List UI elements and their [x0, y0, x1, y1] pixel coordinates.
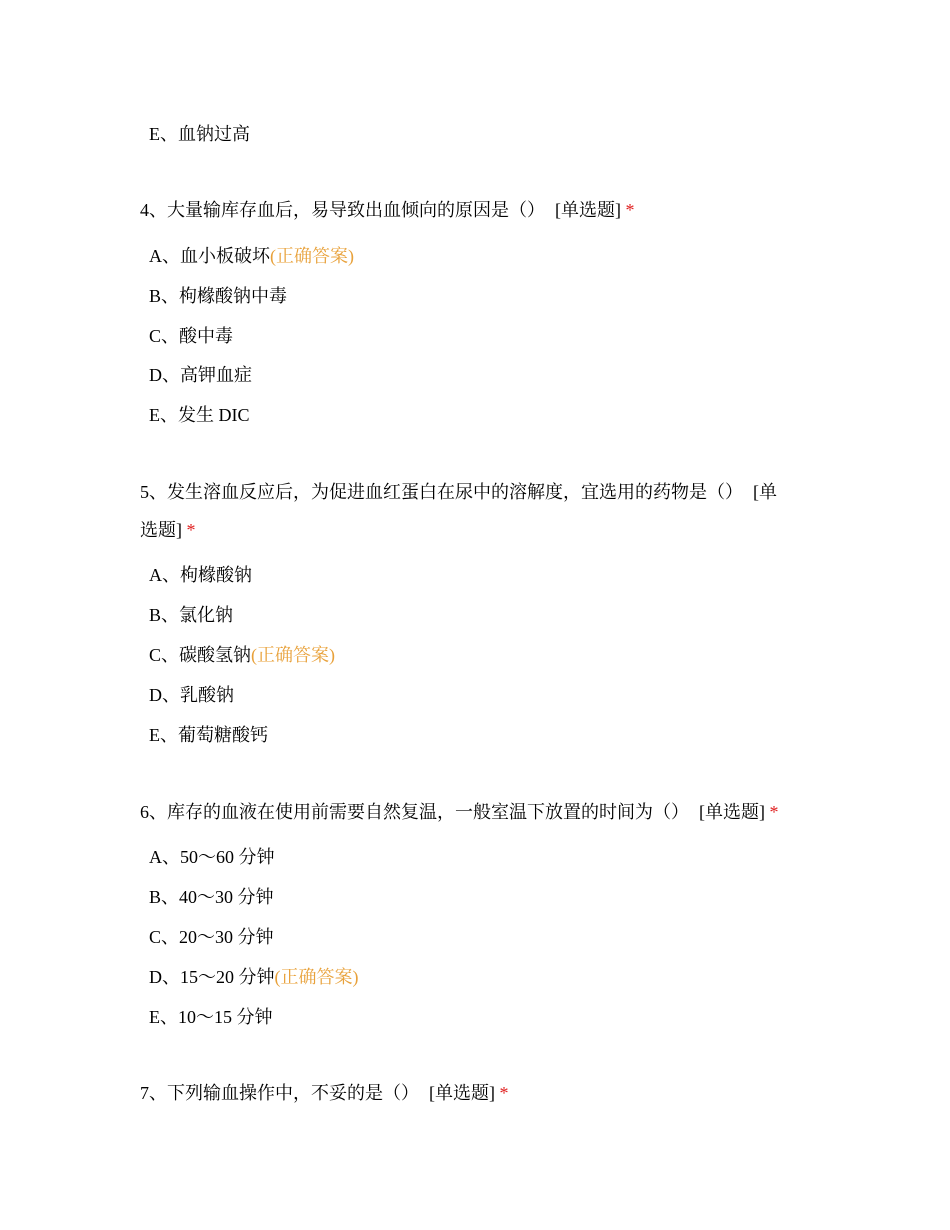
question-6-option-a[interactable]	[149, 845, 275, 869]
question-5-option-b[interactable]	[149, 603, 233, 627]
question-4-option-b[interactable]	[149, 284, 287, 308]
required-mark: *	[186, 520, 196, 540]
question-5-title-line1	[140, 480, 777, 504]
option-letter: E、	[149, 405, 178, 425]
question-6-option-c[interactable]	[149, 925, 274, 949]
option-text: 血钠过高	[178, 124, 250, 144]
option-text: 乳酸钠	[180, 685, 234, 705]
option-letter: B、	[149, 605, 180, 625]
question-text: 大量输库存血后，易导致出血倾向的原因是（）	[167, 200, 545, 220]
question-type-part1: [单	[753, 482, 777, 502]
question-6-title	[140, 800, 779, 824]
option-text: 酸中毒	[179, 326, 234, 346]
question-7-title	[140, 1081, 509, 1105]
required-mark: *	[769, 802, 779, 822]
question-5-option-e[interactable]	[149, 723, 268, 747]
question-4-option-a[interactable]	[149, 244, 354, 268]
option-text: 碳酸氢钠	[179, 645, 252, 665]
option-letter: D、	[149, 685, 180, 705]
question-6-option-b[interactable]	[149, 885, 274, 909]
option-letter: B、	[149, 286, 180, 306]
question-6-option-d[interactable]	[149, 965, 359, 989]
option-letter: C、	[149, 645, 180, 665]
question-type: [单选题]	[555, 200, 621, 220]
question-text: 库存的血液在使用前需要自然复温，一般室温下放置的时间为（）	[167, 802, 689, 822]
option-text: 40～30 分钟	[179, 887, 274, 907]
question-5-title-line2	[140, 518, 196, 542]
option-text: 高钾血症	[180, 365, 252, 385]
option-text: 枸橼酸钠	[180, 565, 252, 585]
option-letter: B、	[149, 887, 180, 907]
option-letter: E、	[149, 1007, 178, 1027]
required-mark: *	[499, 1083, 509, 1103]
option-text: 血小板破坏	[180, 246, 270, 266]
question-number: 5、	[140, 482, 167, 502]
option-letter: A、	[149, 847, 180, 867]
option-letter: E、	[149, 124, 178, 144]
question-4-option-d[interactable]	[149, 363, 252, 387]
option-e-prev[interactable]	[149, 122, 250, 146]
option-letter: D、	[149, 967, 180, 987]
required-mark: *	[625, 200, 635, 220]
question-5-option-d[interactable]	[149, 683, 234, 707]
question-type: [单选题]	[699, 802, 765, 822]
question-4-title	[140, 198, 635, 222]
option-text: 20～30 分钟	[179, 927, 274, 947]
question-text: 发生溶血反应后，为促进血红蛋白在尿中的溶解度，宜选用的药物是（）	[167, 482, 743, 502]
option-letter: C、	[149, 927, 180, 947]
question-4-option-e[interactable]	[149, 403, 250, 427]
option-letter: C、	[149, 326, 180, 346]
correct-answer-tag: (正确答案)	[270, 246, 354, 266]
question-number: 4、	[140, 200, 167, 220]
question-type-part2: 选题]	[140, 520, 182, 540]
question-6-option-e[interactable]	[149, 1005, 273, 1029]
option-text: 50～60 分钟	[180, 847, 275, 867]
correct-answer-tag: (正确答案)	[251, 645, 336, 665]
option-letter: A、	[149, 246, 180, 266]
question-5-option-c[interactable]	[149, 643, 335, 667]
option-text: 葡萄糖酸钙	[178, 725, 268, 745]
option-text: 15～20 分钟	[180, 967, 275, 987]
question-text: 下列输血操作中，不妥的是（）	[167, 1083, 419, 1103]
option-text: 10～15 分钟	[178, 1007, 273, 1027]
question-type: [单选题]	[429, 1083, 495, 1103]
correct-answer-tag: (正确答案)	[274, 967, 359, 987]
option-text: 枸橼酸钠中毒	[179, 286, 288, 306]
question-number: 6、	[140, 802, 167, 822]
option-letter: E、	[149, 725, 178, 745]
option-letter: D、	[149, 365, 180, 385]
option-letter: A、	[149, 565, 180, 585]
option-text: 氯化钠	[179, 605, 234, 625]
question-5-option-a[interactable]	[149, 563, 252, 587]
question-4-option-c[interactable]	[149, 324, 233, 348]
question-number: 7、	[140, 1083, 167, 1103]
option-text: 发生 DIC	[178, 405, 250, 425]
